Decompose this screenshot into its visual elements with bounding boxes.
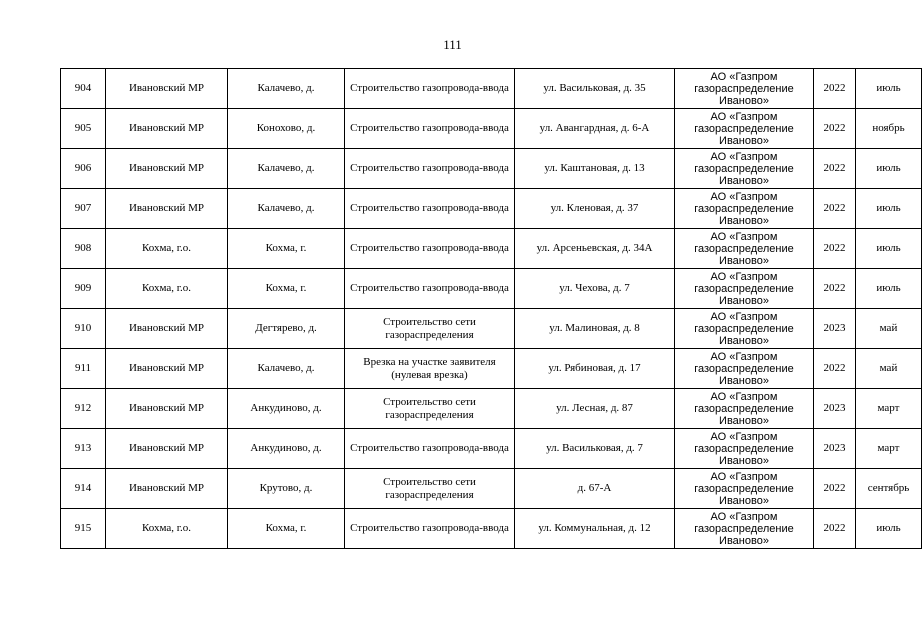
table-row	[61, 149, 922, 189]
month-cell: июль	[856, 69, 922, 109]
municipality-cell: Кохма, г.о.	[106, 229, 228, 269]
gas-works-table	[60, 68, 922, 549]
year-cell: 2022	[814, 349, 856, 389]
year-cell: 2022	[814, 69, 856, 109]
municipality-cell: Ивановский МР	[106, 349, 228, 389]
organization-cell: АО «Газпром газораспределение Иваново»	[675, 469, 814, 509]
year-cell: 2022	[814, 229, 856, 269]
address-cell: ул. Лесная, д. 87	[515, 389, 675, 429]
month-cell: июль	[856, 509, 922, 549]
month-cell: март	[856, 389, 922, 429]
table-row	[61, 389, 922, 429]
municipality-cell: Ивановский МР	[106, 189, 228, 229]
work-type-cell: Строительство газопровода-ввода	[345, 69, 515, 109]
row-number: 908	[61, 229, 106, 269]
year-cell: 2023	[814, 429, 856, 469]
locality-cell: Калачево, д.	[228, 69, 345, 109]
month-cell: май	[856, 349, 922, 389]
row-number: 914	[61, 469, 106, 509]
organization-cell: АО «Газпром газораспределение Иваново»	[675, 429, 814, 469]
address-cell: ул. Рябиновая, д. 17	[515, 349, 675, 389]
address-cell: д. 67-А	[515, 469, 675, 509]
organization-cell: АО «Газпром газораспределение Иваново»	[675, 389, 814, 429]
table-row	[61, 309, 922, 349]
organization-cell: АО «Газпром газораспределение Иваново»	[675, 189, 814, 229]
work-type-cell: Строительство газопровода-ввода	[345, 429, 515, 469]
year-cell: 2022	[814, 269, 856, 309]
year-cell: 2023	[814, 309, 856, 349]
municipality-cell: Ивановский МР	[106, 149, 228, 189]
month-cell: июль	[856, 229, 922, 269]
municipality-cell: Ивановский МР	[106, 389, 228, 429]
row-number: 904	[61, 69, 106, 109]
row-number: 907	[61, 189, 106, 229]
address-cell: ул. Коммунальная, д. 12	[515, 509, 675, 549]
locality-cell: Конохово, д.	[228, 109, 345, 149]
organization-cell: АО «Газпром газораспределение Иваново»	[675, 69, 814, 109]
row-number: 913	[61, 429, 106, 469]
address-cell: ул. Васильковая, д. 35	[515, 69, 675, 109]
month-cell: июль	[856, 149, 922, 189]
work-type-cell: Строительство газопровода-ввода	[345, 189, 515, 229]
address-cell: ул. Кленовая, д. 37	[515, 189, 675, 229]
locality-cell: Калачево, д.	[228, 349, 345, 389]
row-number: 915	[61, 509, 106, 549]
address-cell: ул. Чехова, д. 7	[515, 269, 675, 309]
locality-cell: Кохма, г.	[228, 509, 345, 549]
address-cell: ул. Васильковая, д. 7	[515, 429, 675, 469]
row-number: 906	[61, 149, 106, 189]
work-type-cell: Врезка на участке заявителя (нулевая врезка)	[345, 349, 515, 389]
table-row	[61, 229, 922, 269]
organization-cell: АО «Газпром газораспределение Иваново»	[675, 309, 814, 349]
table-row	[61, 189, 922, 229]
locality-cell: Анкудиново, д.	[228, 429, 345, 469]
locality-cell: Кохма, г.	[228, 229, 345, 269]
table-row	[61, 429, 922, 469]
organization-cell: АО «Газпром газораспределение Иваново»	[675, 349, 814, 389]
address-cell: ул. Каштановая, д. 13	[515, 149, 675, 189]
locality-cell: Калачево, д.	[228, 189, 345, 229]
table-row	[61, 69, 922, 109]
table-body	[61, 69, 922, 549]
locality-cell: Кохма, г.	[228, 269, 345, 309]
row-number: 905	[61, 109, 106, 149]
table-row	[61, 509, 922, 549]
work-type-cell: Строительство газопровода-ввода	[345, 149, 515, 189]
year-cell: 2023	[814, 389, 856, 429]
municipality-cell: Ивановский МР	[106, 109, 228, 149]
municipality-cell: Ивановский МР	[106, 69, 228, 109]
table-row	[61, 109, 922, 149]
year-cell: 2022	[814, 189, 856, 229]
organization-cell: АО «Газпром газораспределение Иваново»	[675, 269, 814, 309]
month-cell: ноябрь	[856, 109, 922, 149]
row-number: 910	[61, 309, 106, 349]
year-cell: 2022	[814, 509, 856, 549]
locality-cell: Дегтярево, д.	[228, 309, 345, 349]
row-number: 912	[61, 389, 106, 429]
work-type-cell: Строительство газопровода-ввода	[345, 109, 515, 149]
row-number: 911	[61, 349, 106, 389]
table-row	[61, 469, 922, 509]
work-type-cell: Строительство газопровода-ввода	[345, 509, 515, 549]
municipality-cell: Кохма, г.о.	[106, 269, 228, 309]
address-cell: ул. Арсеньевская, д. 34А	[515, 229, 675, 269]
year-cell: 2022	[814, 109, 856, 149]
address-cell: ул. Авангардная, д. 6-А	[515, 109, 675, 149]
address-cell: ул. Малиновая, д. 8	[515, 309, 675, 349]
municipality-cell: Ивановский МР	[106, 429, 228, 469]
year-cell: 2022	[814, 149, 856, 189]
organization-cell: АО «Газпром газораспределение Иваново»	[675, 109, 814, 149]
month-cell: июль	[856, 269, 922, 309]
organization-cell: АО «Газпром газораспределение Иваново»	[675, 229, 814, 269]
locality-cell: Крутово, д.	[228, 469, 345, 509]
year-cell: 2022	[814, 469, 856, 509]
work-type-cell: Строительство сети газораспределения	[345, 469, 515, 509]
organization-cell: АО «Газпром газораспределение Иваново»	[675, 509, 814, 549]
month-cell: июль	[856, 189, 922, 229]
month-cell: сентябрь	[856, 469, 922, 509]
locality-cell: Калачево, д.	[228, 149, 345, 189]
page-number: 111	[443, 37, 462, 52]
municipality-cell: Кохма, г.о.	[106, 509, 228, 549]
municipality-cell: Ивановский МР	[106, 309, 228, 349]
work-type-cell: Строительство сети газораспределения	[345, 309, 515, 349]
work-type-cell: Строительство газопровода-ввода	[345, 229, 515, 269]
municipality-cell: Ивановский МР	[106, 469, 228, 509]
month-cell: май	[856, 309, 922, 349]
month-cell: март	[856, 429, 922, 469]
work-type-cell: Строительство газопровода-ввода	[345, 269, 515, 309]
table-row	[61, 349, 922, 389]
locality-cell: Анкудиново, д.	[228, 389, 345, 429]
organization-cell: АО «Газпром газораспределение Иваново»	[675, 149, 814, 189]
work-type-cell: Строительство сети газораспределения	[345, 389, 515, 429]
row-number: 909	[61, 269, 106, 309]
table-row	[61, 269, 922, 309]
